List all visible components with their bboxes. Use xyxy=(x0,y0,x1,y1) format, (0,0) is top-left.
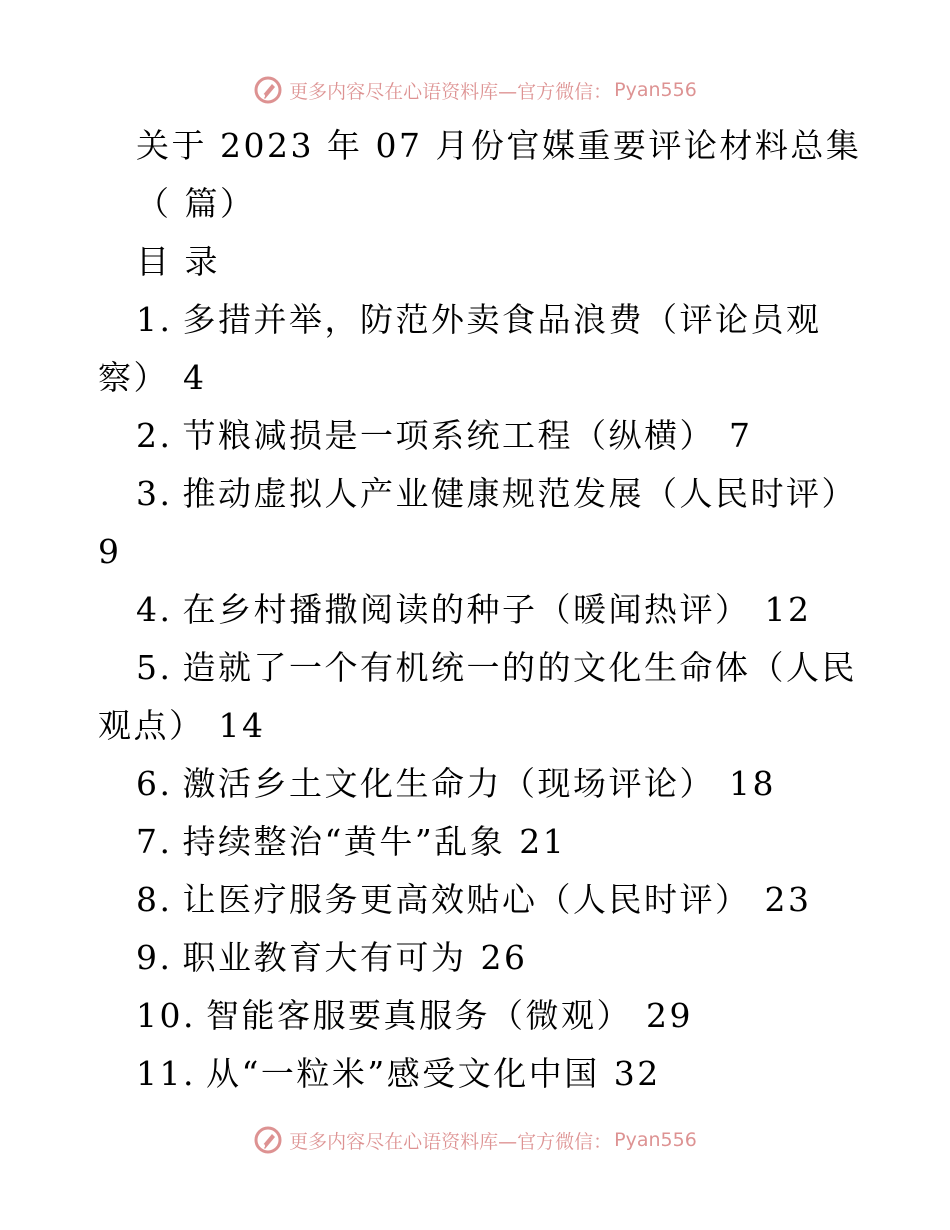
toc-item-number: 6. xyxy=(136,764,173,803)
toc-item-page: 9 xyxy=(98,532,122,571)
toc-item-number: 5. xyxy=(136,648,173,687)
toc-item-page: 26 xyxy=(480,938,528,977)
toc-item-page: 21 xyxy=(519,822,567,861)
toc-item-page: 23 xyxy=(764,880,812,919)
toc-item-page: 29 xyxy=(645,996,693,1035)
toc-item-page: 7 xyxy=(729,416,753,455)
toc-item-10[interactable] xyxy=(98,987,843,1045)
toc-item-title-cont: 观点） xyxy=(98,706,205,745)
toc-item-title: 持续整治“黄牛”乱象 xyxy=(182,822,506,861)
toc-item-title: 职业教育大有可为 xyxy=(182,938,467,977)
toc-item-number: 11. xyxy=(136,1054,196,1093)
toc-item-title: 多措并举，防范外卖食品浪费（评论员观 xyxy=(182,300,822,339)
toc-item-title-cont: 察） xyxy=(98,358,169,397)
toc-item-number: 4. xyxy=(136,590,173,629)
document-title: 关于 2023 年 07 月份官媒重要评论材料总集 xyxy=(136,126,862,165)
document-body xyxy=(98,117,862,1103)
watermark-text: 更多内容尽在心语资料库—官方微信： xyxy=(289,1130,613,1153)
toc-item-11[interactable] xyxy=(98,1045,843,1103)
toc-item-title: 让医疗服务更高效贴心（人民时评） xyxy=(182,880,751,919)
toc-item-8[interactable] xyxy=(98,871,843,929)
toc-item-page: 18 xyxy=(729,764,776,803)
toc-item-1-cont[interactable] xyxy=(98,349,843,407)
toc-item-title: 从“一粒米”感受文化中国 xyxy=(205,1054,600,1093)
toc-item-5-cont[interactable] xyxy=(98,697,843,755)
toc-item-title: 推动虚拟人产业健康规范发展（人民时评） xyxy=(182,474,857,513)
toc-item-page: 32 xyxy=(613,1054,661,1093)
watermark-header xyxy=(0,70,950,110)
toc-item-page: 4 xyxy=(183,358,207,397)
watermark-account: Pyan556 xyxy=(614,1129,697,1151)
toc-item-number: 7. xyxy=(136,822,173,861)
toc-item-5[interactable] xyxy=(98,639,857,697)
pen-nib-seal-icon xyxy=(253,75,283,105)
toc-item-1[interactable] xyxy=(98,291,843,349)
document-title-cont: （ 篇） xyxy=(136,184,256,223)
toc-item-title: 智能客服要真服务（微观） xyxy=(205,996,632,1035)
watermark-text: 更多内容尽在心语资料库—官方微信： xyxy=(289,80,613,103)
toc-item-number: 2. xyxy=(136,416,173,455)
toc-item-title: 节粮减损是一项系统工程（纵横） xyxy=(182,416,715,455)
toc-heading: 目 录 xyxy=(136,242,220,281)
toc-item-number: 10. xyxy=(136,996,196,1035)
toc-item-number: 3. xyxy=(136,474,173,513)
toc-item-title: 激活乡土文化生命力（现场评论） xyxy=(182,764,715,803)
toc-list xyxy=(98,291,857,1103)
toc-item-6[interactable] xyxy=(98,755,843,813)
toc-item-number: 1. xyxy=(136,300,173,339)
toc-item-page: 12 xyxy=(764,590,812,629)
toc-item-3[interactable] xyxy=(98,465,857,523)
toc-item-title: 在乡村播撒阅读的种子（暖闻热评） xyxy=(182,590,751,629)
toc-item-page: 14 xyxy=(218,706,266,745)
toc-item-4[interactable] xyxy=(98,581,843,639)
watermark-account: Pyan556 xyxy=(614,79,697,101)
toc-item-number: 8. xyxy=(136,880,173,919)
toc-item-title: 造就了一个有机统一的的文化生命体（人民 xyxy=(182,648,857,687)
toc-item-number: 9. xyxy=(136,938,173,977)
toc-item-2[interactable] xyxy=(98,407,843,465)
watermark-footer xyxy=(0,1120,950,1160)
toc-item-7[interactable] xyxy=(98,813,843,871)
toc-item-9[interactable] xyxy=(98,929,843,987)
toc-item-3-page-line[interactable] xyxy=(98,523,843,581)
pen-nib-seal-icon xyxy=(253,1125,283,1155)
